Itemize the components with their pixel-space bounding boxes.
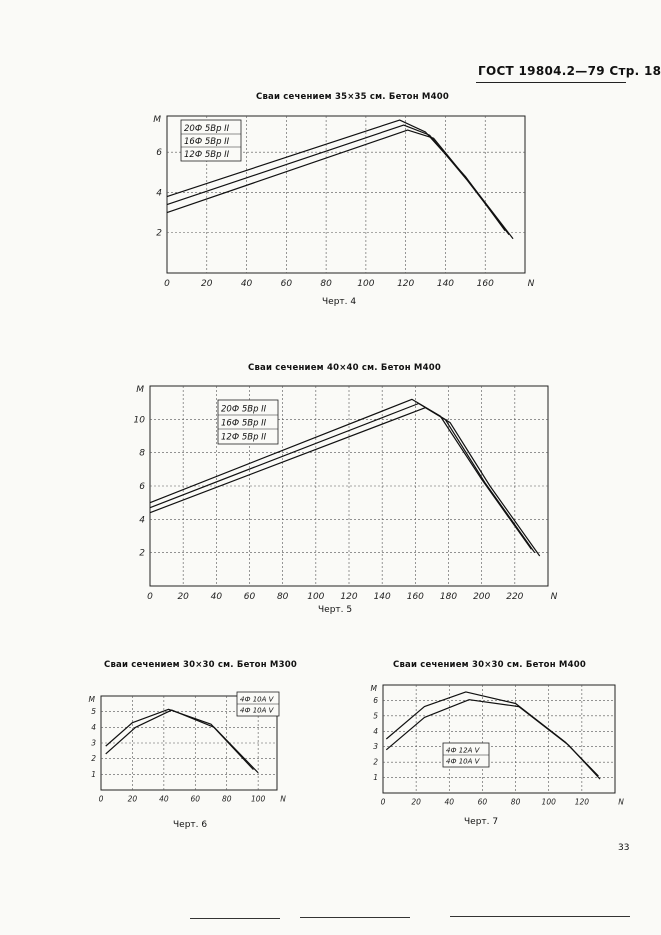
chart-5-x-tick-label: 140: [373, 592, 391, 602]
chart-5-title: Сваи сечением 40×40 см. Бетон М400: [248, 363, 441, 373]
chart-7-y-tick-label: 5: [373, 711, 378, 721]
chart-7-x-tick-label: 40: [444, 797, 455, 807]
chart-4: [145, 108, 540, 293]
footer-rule-mid: [300, 917, 410, 918]
chart-6-title: Сваи сечением 30×30 см. Бетон М300: [104, 660, 297, 670]
chart-7: [365, 677, 630, 813]
chart-6-x-tick-label: 20: [127, 794, 138, 804]
chart-7-x-tick-label: 80: [510, 797, 521, 807]
chart-5-series-line: [150, 404, 535, 553]
chart-4-y-tick-label: 6: [156, 148, 162, 159]
chart-7-x-tick-label: 0: [380, 797, 386, 807]
chart-4-x-tick-label: 0: [164, 279, 170, 289]
chart-7-y-tick-label: 3: [373, 742, 378, 752]
chart-7-x-tick-label: 60: [477, 797, 488, 807]
chart-5-x-tick-label: 180: [439, 592, 458, 602]
chart-7-x-tick-label: 100: [541, 797, 556, 807]
chart-7-y-tick-label: 6: [373, 695, 378, 705]
chart-4-legend-entry: 12Ф 5Вр II: [184, 149, 230, 160]
chart-5: [128, 378, 558, 603]
chart-4-y-tick-label: 2: [156, 228, 162, 239]
chart-5-series-line: [150, 399, 531, 549]
chart-7-x-tick-label: 20: [411, 797, 421, 807]
chart-7-title: Сваи сечением 30×30 см. Бетон М400: [393, 660, 586, 670]
chart-5-x-axis-label: N: [550, 592, 558, 602]
chart-6-series-line: [106, 710, 258, 773]
chart-6-y-tick-label: 5: [91, 707, 96, 717]
chart-7-y-axis-label: M: [370, 684, 377, 693]
chart-5-x-tick-label: 60: [243, 592, 256, 602]
footer-rule-right: [450, 916, 630, 917]
chart-6-x-tick-label: 60: [190, 794, 201, 804]
chart-7-y-tick-label: 1: [373, 773, 378, 783]
chart-4-y-tick-label: 4: [156, 188, 162, 199]
chart-7-legend-entry: 4Ф 12А V: [446, 746, 480, 755]
chart-4-caption: Черт. 4: [322, 297, 357, 307]
chart-4-x-tick-label: 120: [397, 279, 415, 289]
chart-4-x-tick-label: 20: [201, 279, 213, 289]
chart-6-x-tick-label: 0: [98, 794, 104, 804]
chart-5-y-tick-label: 8: [139, 448, 145, 459]
chart-6: [85, 686, 295, 810]
chart-6-x-tick-label: 100: [250, 794, 266, 804]
chart-6-y-tick-label: 2: [91, 754, 96, 764]
chart-5-y-tick-label: 4: [139, 515, 145, 526]
chart-5-caption: Черт. 5: [318, 605, 353, 615]
page-number: 33: [618, 843, 630, 853]
chart-4-x-tick-label: 160: [476, 279, 494, 289]
chart-6-x-tick-label: 80: [221, 794, 232, 804]
chart-5-y-tick-label: 6: [139, 482, 145, 492]
chart-7-series-line: [386, 692, 598, 776]
chart-7-caption: Черт. 7: [464, 817, 499, 827]
chart-5-x-tick-label: 20: [177, 592, 189, 602]
chart-6-y-tick-label: 1: [91, 769, 96, 779]
chart-5-legend-entry: 12Ф 5Вр II: [221, 432, 267, 443]
chart-5-y-axis-label: M: [136, 385, 144, 395]
chart-5-legend-entry: 16Ф 5Вр II: [221, 418, 267, 429]
chart-6-y-axis-label: M: [88, 695, 95, 704]
chart-4-legend-entry: 16Ф 5Вр II: [184, 136, 230, 147]
chart-5-x-tick-label: 200: [473, 592, 491, 602]
chart-6-x-axis-label: N: [280, 794, 286, 804]
chart-6-y-tick-label: 3: [91, 738, 96, 748]
chart-7-y-tick-label: 2: [373, 757, 378, 767]
chart-5-x-tick-label: 0: [147, 592, 153, 602]
chart-6-legend-entry: 4Ф 10А V: [240, 695, 274, 704]
chart-5-legend-entry: 20Ф 5Вр II: [221, 404, 267, 415]
chart-6-series-line: [106, 709, 254, 769]
chart-7-frame: [383, 685, 615, 793]
chart-4-legend-entry: 20Ф 5Вр II: [184, 123, 230, 134]
chart-4-x-tick-label: 140: [436, 279, 455, 289]
chart-5-x-tick-label: 160: [406, 592, 424, 602]
chart-6-legend-entry: 4Ф 10А V: [240, 706, 274, 715]
chart-7-legend-entry: 4Ф 10А V: [446, 757, 480, 766]
chart-4-x-tick-label: 80: [320, 279, 332, 289]
chart-7-y-tick-label: 4: [373, 726, 378, 736]
chart-6-caption: Черт. 6: [173, 820, 208, 830]
chart-5-x-tick-label: 100: [307, 592, 325, 602]
chart-5-series-line: [150, 408, 540, 556]
chart-5-x-tick-label: 40: [210, 592, 223, 602]
chart-6-x-tick-label: 40: [159, 794, 169, 804]
chart-4-title: Сваи сечением 35×35 см. Бетон М400: [256, 92, 449, 102]
chart-7-x-tick-label: 120: [574, 797, 590, 807]
chart-5-x-tick-label: 120: [340, 592, 358, 602]
chart-4-x-tick-label: 60: [280, 279, 293, 289]
chart-4-x-axis-label: N: [527, 279, 535, 289]
chart-7-x-axis-label: N: [618, 797, 624, 807]
chart-4-x-tick-label: 100: [357, 279, 375, 289]
header-rule: [476, 82, 626, 83]
footer-rule-left: [190, 918, 280, 919]
chart-4-x-tick-label: 40: [240, 279, 253, 289]
chart-5-y-tick-label: 10: [133, 415, 145, 426]
chart-5-x-tick-label: 220: [506, 592, 524, 602]
chart-5-y-tick-label: 2: [139, 548, 145, 559]
page-header: ГОСТ 19804.2—79 Стр. 18: [478, 64, 661, 78]
chart-6-y-tick-label: 4: [91, 722, 96, 732]
chart-4-y-axis-label: M: [153, 115, 161, 125]
chart-5-x-tick-label: 80: [276, 592, 289, 602]
